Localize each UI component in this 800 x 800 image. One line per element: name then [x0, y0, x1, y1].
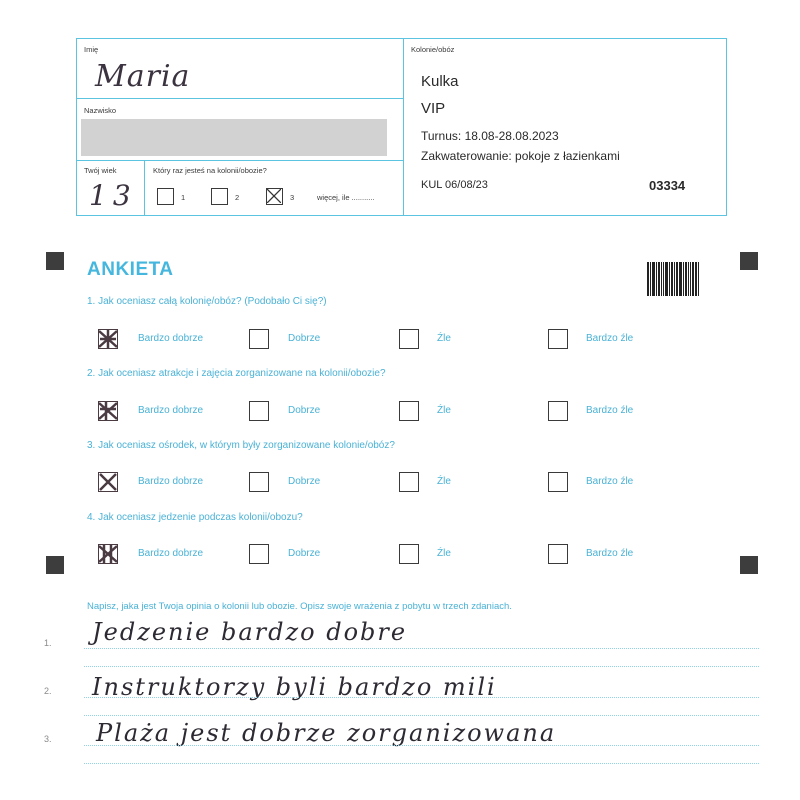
- q2-checkbox-bardzo-dobrze[interactable]: [98, 401, 118, 421]
- age-value: 13: [89, 179, 137, 212]
- q4-option-bardzo-zle: Bardzo źle: [586, 548, 634, 559]
- camp-type: VIP: [421, 100, 446, 117]
- registration-marker: [46, 556, 64, 574]
- cell-divider: [144, 160, 145, 216]
- writing-line: [84, 697, 759, 698]
- q1-option-bardzo-dobrze: Bardzo dobrze: [138, 333, 204, 344]
- q3-option-bardzo-dobrze: Bardzo dobrze: [138, 476, 204, 487]
- q3-checkbox-dobrze[interactable]: [249, 472, 269, 492]
- camp-code: KUL 06/08/23: [421, 179, 488, 191]
- opinion-prompt: Napisz, jaka jest Twoja opinia o kolonii lub obozie. Opisz swoje wrażenia z pobytu w trzech zdaniach.: [87, 601, 512, 612]
- q2-checkbox-bardzo-zle[interactable]: [548, 401, 568, 421]
- writing-line: [84, 666, 759, 667]
- q4-checkbox-bardzo-zle[interactable]: [548, 544, 568, 564]
- times-checkbox-2[interactable]: [211, 188, 228, 205]
- question-3-text: 3. Jak oceniasz ośrodek, w którym były zorganizowane kolonie/obóz?: [87, 440, 395, 451]
- name-label: Imię: [84, 45, 99, 54]
- times-option-2: 2: [235, 193, 240, 202]
- q3-option-zle: Źle: [437, 476, 451, 487]
- row-divider: [77, 98, 403, 99]
- question-2-text: 2. Jak oceniasz atrakcje i zajęcia zorganizowane na kolonii/obozie?: [87, 368, 386, 379]
- header-form: [76, 38, 727, 216]
- opinion-answer-2[interactable]: Instruktorzy byli bardzo mili: [92, 673, 497, 701]
- redacted-surname: [81, 119, 387, 156]
- times-checkbox-3[interactable]: [266, 188, 283, 205]
- writing-line: [84, 648, 759, 649]
- q4-checkbox-bardzo-dobrze[interactable]: [98, 544, 118, 564]
- q2-checkbox-zle[interactable]: [399, 401, 419, 421]
- barcode: [647, 262, 699, 296]
- q1-checkbox-bardzo-dobrze[interactable]: [98, 329, 118, 349]
- opinion-answer-1[interactable]: Jedzenie bardzo dobre: [92, 618, 408, 646]
- scribble-mark-icon: [98, 401, 118, 421]
- q3-option-bardzo-zle: Bardzo źle: [586, 476, 634, 487]
- q1-checkbox-zle[interactable]: [399, 329, 419, 349]
- registration-marker: [46, 252, 64, 270]
- q1-option-zle: Źle: [437, 333, 451, 344]
- question-1-text: 1. Jak oceniasz całą kolonię/obóz? (Podobało Ci się?): [87, 296, 327, 307]
- form-number: 03334: [649, 178, 686, 193]
- turnus: Turnus: 18.08-28.08.2023: [421, 129, 559, 143]
- question-4-text: 4. Jak oceniasz jedzenie podczas kolonii/obozu?: [87, 512, 303, 523]
- q2-option-zle: Źle: [437, 405, 451, 416]
- registration-marker: [740, 556, 758, 574]
- column-divider: [403, 39, 404, 215]
- q3-checkbox-bardzo-zle[interactable]: [548, 472, 568, 492]
- line-number-1: 1.: [44, 638, 52, 648]
- survey-title: ANKIETA: [87, 259, 174, 280]
- q1-checkbox-dobrze[interactable]: [249, 329, 269, 349]
- q2-checkbox-dobrze[interactable]: [249, 401, 269, 421]
- q2-option-bardzo-zle: Bardzo źle: [586, 405, 634, 416]
- check-x-icon: [267, 189, 281, 203]
- age-label: Twój wiek: [84, 166, 117, 175]
- q2-option-dobrze: Dobrze: [288, 405, 321, 416]
- writing-line: [84, 745, 759, 746]
- opinion-answer-3[interactable]: Plaża jest dobrze zorganizowana: [96, 719, 557, 747]
- q4-option-bardzo-dobrze: Bardzo dobrze: [138, 548, 204, 559]
- camp-label: Kolonie/obóz: [411, 45, 455, 54]
- times-checkbox-1[interactable]: [157, 188, 174, 205]
- q1-option-dobrze: Dobrze: [288, 333, 321, 344]
- q3-option-dobrze: Dobrze: [288, 476, 321, 487]
- q1-checkbox-bardzo-zle[interactable]: [548, 329, 568, 349]
- writing-line: [84, 763, 759, 764]
- q3-checkbox-zle[interactable]: [399, 472, 419, 492]
- scribble-mark-icon: [98, 472, 118, 492]
- line-number-3: 3.: [44, 734, 52, 744]
- times-option-1: 1: [181, 193, 186, 202]
- line-number-2: 2.: [44, 686, 52, 696]
- surname-label: Nazwisko: [84, 106, 117, 115]
- q2-option-bardzo-dobrze: Bardzo dobrze: [138, 405, 204, 416]
- times-more: więcej, ile ...........: [317, 193, 375, 202]
- scribble-mark-icon: [98, 544, 118, 564]
- name-value: Maria: [95, 59, 191, 94]
- q4-checkbox-zle[interactable]: [399, 544, 419, 564]
- scribble-mark-icon: [98, 329, 118, 349]
- q1-option-bardzo-zle: Bardzo źle: [586, 333, 634, 344]
- times-option-3: 3: [290, 193, 295, 202]
- registration-marker: [740, 252, 758, 270]
- q4-checkbox-dobrze[interactable]: [249, 544, 269, 564]
- q4-option-dobrze: Dobrze: [288, 548, 321, 559]
- times-label: Który raz jesteś na kolonii/obozie?: [153, 166, 267, 175]
- row-divider: [77, 160, 403, 161]
- accommodation: Zakwaterowanie: pokoje z łazienkami: [421, 149, 620, 163]
- writing-line: [84, 715, 759, 716]
- q4-option-zle: Źle: [437, 548, 451, 559]
- camp-name: Kulka: [421, 73, 459, 90]
- q3-checkbox-bardzo-dobrze[interactable]: [98, 472, 118, 492]
